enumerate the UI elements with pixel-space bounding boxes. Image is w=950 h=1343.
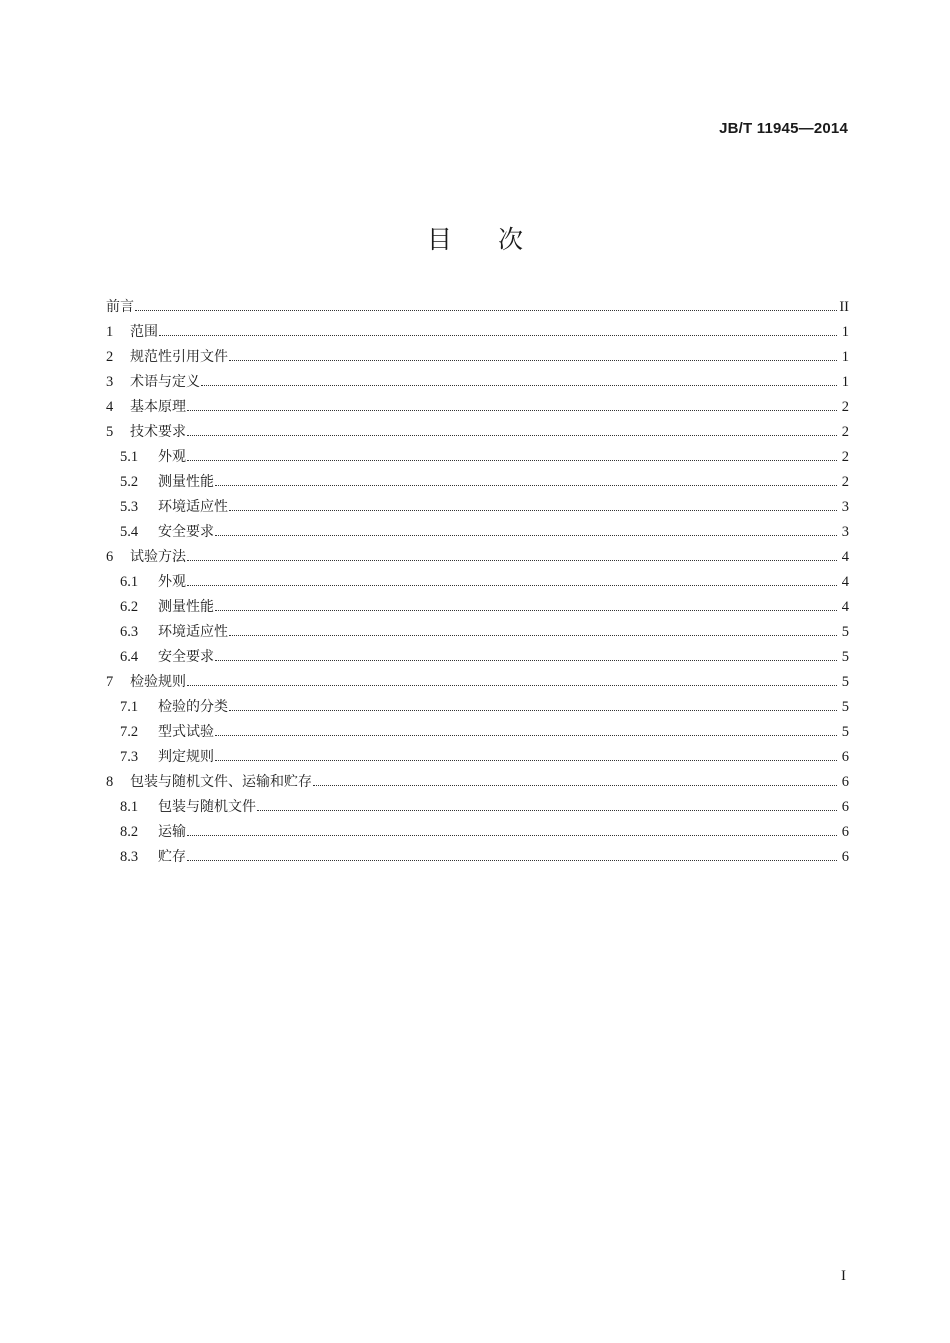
toc-entry-page: 5 [841,624,849,640]
toc-entry[interactable] [106,296,849,321]
dot-leader [187,560,837,561]
toc-entry-label: 范围 [130,324,158,340]
dot-leader [229,360,837,361]
toc-entry-page: 6 [841,849,849,865]
toc-entry[interactable] [106,646,849,671]
page-number: I [841,1268,846,1284]
toc-entry-page: II [839,299,849,315]
toc-entry-number: 7.1 [120,699,139,715]
toc-entry[interactable] [106,421,849,446]
standard-code: JB/T 11945—2014 [719,120,848,137]
toc-entry-number: 7.3 [120,749,139,765]
toc-entry-label: 判定规则 [158,749,214,765]
toc-entry-number: 6.2 [120,599,139,615]
toc-entry[interactable] [106,521,849,546]
toc-entry-number: 6 [106,549,114,565]
toc-entry[interactable] [106,671,849,696]
toc-entry-page: 5 [841,724,849,740]
toc-entry-number: 8.1 [120,799,139,815]
toc-entry[interactable] [106,846,849,871]
toc-entry-page: 3 [841,499,849,515]
dot-leader [187,460,837,461]
toc-entry-page: 5 [841,699,849,715]
dot-leader [215,660,837,661]
dot-leader [257,810,837,811]
toc-entry-page: 6 [841,824,849,840]
toc-entry-number: 8.3 [120,849,139,865]
dot-leader [187,860,837,861]
toc-entry-page: 2 [841,474,849,490]
toc-entry[interactable] [106,471,849,496]
dot-leader [215,735,837,736]
toc-entry-number: 4 [106,399,114,415]
toc-entry-label: 包装与随机文件、运输和贮存 [130,774,312,790]
toc-entry[interactable] [106,371,849,396]
dot-leader [187,685,837,686]
toc-entry-page: 4 [841,599,849,615]
toc-entry[interactable] [106,396,849,421]
toc-entry-label: 基本原理 [130,399,186,415]
toc-entry-number: 6.3 [120,624,139,640]
toc-entry-page: 1 [841,324,849,340]
dot-leader [187,435,837,436]
toc-entry[interactable] [106,546,849,571]
toc-entry-label: 包装与随机文件 [158,799,256,815]
toc-entry-page: 2 [841,399,849,415]
toc-entry-number: 7.2 [120,724,139,740]
toc-entry[interactable] [106,771,849,796]
dot-leader [159,335,837,336]
toc-entry-label: 测量性能 [158,599,214,615]
dot-leader [215,485,837,486]
toc-entry-label: 规范性引用文件 [130,349,228,365]
toc-entry-number: 7 [106,674,114,690]
toc-entry-label: 测量性能 [158,474,214,490]
toc-entry-label: 安全要求 [158,649,214,665]
toc-entry[interactable] [106,346,849,371]
toc-entry-number: 5 [106,424,114,440]
dot-leader [229,635,837,636]
toc-entry-label: 安全要求 [158,524,214,540]
toc-entry[interactable] [106,796,849,821]
toc-entry-page: 4 [841,574,849,590]
toc-entry-page: 5 [841,674,849,690]
toc-entry-label: 技术要求 [130,424,186,440]
toc-entry-label: 前言 [106,299,134,315]
toc-entry-number: 5.3 [120,499,139,515]
toc-entry-page: 2 [841,424,849,440]
toc-entry[interactable] [106,571,849,596]
toc-entry[interactable] [106,721,849,746]
toc-entry[interactable] [106,621,849,646]
dot-leader [229,710,837,711]
toc-entry-number: 5.4 [120,524,139,540]
dot-leader [201,385,837,386]
toc-entry-page: 4 [841,549,849,565]
dot-leader [215,535,837,536]
dot-leader [187,410,837,411]
toc-entry-page: 5 [841,649,849,665]
toc-entry-label: 运输 [158,824,186,840]
toc-entry-label: 型式试验 [158,724,214,740]
dot-leader [215,610,837,611]
toc-entry-label: 外观 [158,574,186,590]
toc-entry[interactable] [106,321,849,346]
dot-leader [135,310,837,311]
toc-entry-page: 6 [841,749,849,765]
toc-entry[interactable] [106,496,849,521]
toc-entry-number: 3 [106,374,114,390]
toc-entry-number: 1 [106,324,114,340]
toc-entry-page: 1 [841,349,849,365]
dot-leader [187,835,837,836]
dot-leader [187,585,837,586]
toc-entry-page: 2 [841,449,849,465]
toc-entry[interactable] [106,746,849,771]
toc-entry-number: 5.1 [120,449,139,465]
dot-leader [229,510,837,511]
toc-entry-page: 3 [841,524,849,540]
toc-entry[interactable] [106,596,849,621]
toc-entry-page: 1 [841,374,849,390]
toc-entry-number: 8.2 [120,824,139,840]
toc-entry-label: 检验的分类 [158,699,228,715]
toc-entry-page: 6 [841,774,849,790]
toc-entry-label: 试验方法 [130,549,186,565]
toc-entry-label: 贮存 [158,849,186,865]
toc-entry-label: 检验规则 [130,674,186,690]
toc-entry[interactable] [106,696,849,721]
toc-entry-number: 5.2 [120,474,139,490]
table-of-contents [106,296,849,871]
toc-entry[interactable] [106,446,849,471]
page-title: 目次 [426,225,569,254]
toc-entry-label: 环境适应性 [158,624,228,640]
dot-leader [215,760,837,761]
toc-entry-number: 6.4 [120,649,139,665]
toc-entry-label: 术语与定义 [130,374,200,390]
toc-entry-label: 环境适应性 [158,499,228,515]
dot-leader [313,785,837,786]
toc-entry-number: 6.1 [120,574,139,590]
toc-entry-label: 外观 [158,449,186,465]
toc-entry-page: 6 [841,799,849,815]
toc-entry-number: 2 [106,349,114,365]
toc-entry-number: 8 [106,774,114,790]
toc-entry[interactable] [106,821,849,846]
